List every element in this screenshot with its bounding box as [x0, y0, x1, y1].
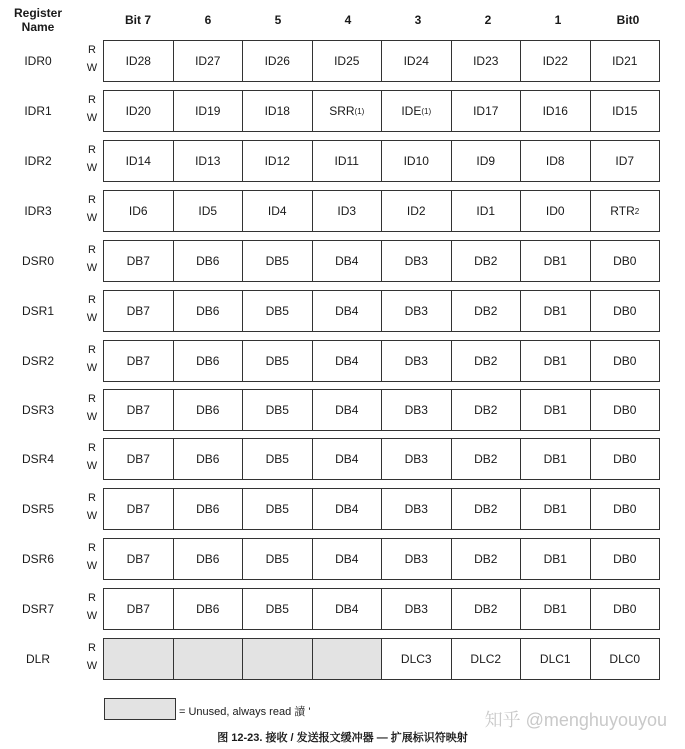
bit-label: DB6: [196, 552, 220, 566]
bit-label: DB1: [543, 552, 567, 566]
register-name: DSR2: [21, 354, 54, 368]
bit-cell: [104, 341, 174, 381]
bit-label: ID28: [125, 54, 151, 68]
bit-cell: [382, 341, 452, 381]
read-label: R: [88, 542, 96, 554]
bit-label: DB7: [126, 304, 150, 318]
bit-cell: [452, 291, 522, 331]
bit-cell: [104, 639, 174, 679]
bit-label: DB3: [404, 254, 428, 268]
bit-cell: [382, 141, 452, 181]
read-label: R: [88, 393, 96, 405]
bit-label: DB6: [196, 502, 220, 516]
bit-cell: [313, 341, 383, 381]
bit-cell: [591, 91, 661, 131]
register-row: [0, 488, 685, 538]
bit-label: ID1: [476, 204, 496, 218]
bit-cell: [104, 390, 174, 430]
bit-cell: [521, 439, 591, 479]
register-name: DSR7: [21, 602, 54, 616]
bit-cell: [174, 141, 244, 181]
bit-label: DB3: [404, 452, 428, 466]
bit-cells: [103, 190, 660, 232]
read-label: R: [88, 492, 96, 504]
read-label: R: [88, 442, 96, 454]
bit-cell: [591, 341, 661, 381]
bit-cell: [313, 589, 383, 629]
bit-cells: [103, 290, 660, 332]
bit-cell: [382, 639, 452, 679]
bit-label: DLC0: [609, 652, 641, 666]
read-label: R: [88, 144, 96, 156]
bit-label: DB2: [474, 304, 498, 318]
bit-cell: [174, 589, 244, 629]
bit-label: DB4: [335, 552, 359, 566]
bit-label: SRR: [329, 104, 355, 118]
bit-cell: [382, 539, 452, 579]
bit-label: DB3: [404, 502, 428, 516]
bit-label: DB0: [613, 452, 637, 466]
column-header: 6: [204, 13, 212, 27]
read-label: R: [88, 294, 96, 306]
bit-label: DB7: [126, 254, 150, 268]
bit-cell: [313, 141, 383, 181]
register-row: [0, 588, 685, 638]
bit-cell: [521, 291, 591, 331]
bit-cell: [243, 191, 313, 231]
unused-legend-swatch: [104, 698, 176, 720]
bit-cell: [104, 141, 174, 181]
bit-label: ID3: [337, 204, 357, 218]
bit-cells: [103, 389, 660, 431]
register-name: IDR0: [24, 54, 52, 68]
bit-label: DB0: [613, 254, 637, 268]
bit-label: DB4: [335, 452, 359, 466]
bit-cell: [521, 639, 591, 679]
bit-label: ID18: [264, 104, 290, 118]
bit-label: ID10: [403, 154, 429, 168]
read-label: R: [88, 592, 96, 604]
bit-cell: [452, 141, 522, 181]
bit-cell: [174, 390, 244, 430]
column-header: Bit 7: [124, 13, 151, 27]
bit-label: DB1: [543, 254, 567, 268]
bit-cell: [243, 241, 313, 281]
bit-cell: [591, 489, 661, 529]
column-header: 4: [344, 13, 352, 27]
bit-label: DB1: [543, 304, 567, 318]
bit-cell: [521, 91, 591, 131]
bit-cell: [174, 41, 244, 81]
bit-label: DB2: [474, 552, 498, 566]
bit-cell: [591, 241, 661, 281]
register-row: [0, 340, 685, 390]
bit-cell: [521, 241, 591, 281]
read-write-labels: [86, 41, 98, 77]
bit-cell: [313, 539, 383, 579]
bit-label: DB1: [543, 602, 567, 616]
read-label: R: [88, 44, 96, 56]
bit-label: DLC2: [470, 652, 502, 666]
bit-label: DB0: [613, 602, 637, 616]
bit-cell: [104, 291, 174, 331]
write-label: W: [86, 262, 98, 274]
bit-cell: [174, 341, 244, 381]
bit-cell: [452, 241, 522, 281]
register-row: [0, 90, 685, 140]
bit-label: ID0: [545, 204, 565, 218]
bit-label: ID8: [545, 154, 565, 168]
read-write-labels: [86, 439, 98, 475]
bit-cells: [103, 240, 660, 282]
bit-cell: [104, 41, 174, 81]
column-header: Bit0: [616, 13, 640, 27]
bit-label: DB5: [265, 552, 289, 566]
bit-cells: [103, 488, 660, 530]
bit-cells: [103, 538, 660, 580]
bit-label: ID13: [195, 154, 221, 168]
write-label: W: [86, 660, 98, 672]
bit-label: DB5: [265, 502, 289, 516]
read-label: R: [88, 94, 96, 106]
bit-cell: [174, 439, 244, 479]
bit-cell: [452, 91, 522, 131]
footnote-marker: (1): [421, 106, 432, 116]
bit-cell: [591, 539, 661, 579]
bit-label: DB5: [265, 602, 289, 616]
register-name-header: Register Name: [13, 6, 63, 34]
register-name: DSR0: [21, 254, 54, 268]
bit-label: IDE: [401, 104, 422, 118]
bit-cells: [103, 40, 660, 82]
bit-label: DB5: [265, 354, 289, 368]
bit-label: DB3: [404, 552, 428, 566]
read-write-labels: [86, 191, 98, 227]
bit-cell: [452, 539, 522, 579]
bit-cell: [452, 489, 522, 529]
read-write-labels: [86, 341, 98, 377]
write-label: W: [86, 312, 98, 324]
bit-cell: [521, 489, 591, 529]
watermark: 知乎 @menghuyouyou: [484, 710, 667, 730]
column-header: 3: [414, 13, 422, 27]
bit-cell: [382, 589, 452, 629]
bit-cell: [104, 539, 174, 579]
write-label: W: [86, 560, 98, 572]
bit-label: DB7: [126, 502, 150, 516]
bit-label: RTR: [610, 204, 635, 218]
bit-cell: [174, 241, 244, 281]
bit-label: DB4: [335, 304, 359, 318]
read-label: R: [88, 642, 96, 654]
bit-label: DB3: [404, 602, 428, 616]
bit-cells: [103, 438, 660, 480]
bit-label: ID21: [612, 54, 638, 68]
bit-cell: [243, 390, 313, 430]
figure-caption: 图 12-23. 接收 / 发送报文缓冲器 — 扩展标识符映射: [217, 732, 468, 744]
bit-cell: [104, 241, 174, 281]
bit-cells: [103, 638, 660, 680]
write-label: W: [86, 112, 98, 124]
bit-cell: [382, 191, 452, 231]
bit-label: DB7: [126, 403, 150, 417]
read-label: R: [88, 194, 96, 206]
bit-cell: [382, 390, 452, 430]
bit-label: DB3: [404, 304, 428, 318]
bit-label: ID11: [334, 154, 359, 168]
bit-label: ID14: [125, 154, 151, 168]
bit-label: DB6: [196, 602, 220, 616]
bit-label: ID16: [542, 104, 568, 118]
read-write-labels: [86, 539, 98, 575]
register-name: DSR4: [21, 452, 54, 466]
bit-cell: [174, 191, 244, 231]
register-name: DSR1: [21, 304, 54, 318]
bit-label: ID17: [473, 104, 499, 118]
register-row: [0, 538, 685, 588]
bit-label: ID7: [615, 154, 635, 168]
read-label: R: [88, 344, 96, 356]
bit-label: ID22: [542, 54, 568, 68]
footnote-marker: 2: [634, 206, 640, 216]
bit-cell: [104, 91, 174, 131]
bit-cell: [591, 291, 661, 331]
footnote-marker: (1): [354, 106, 365, 116]
bit-label: DB6: [196, 304, 220, 318]
bit-cell: [174, 91, 244, 131]
read-write-labels: [86, 639, 98, 675]
write-label: W: [86, 610, 98, 622]
bit-label: DB6: [196, 354, 220, 368]
bit-label: ID15: [612, 104, 638, 118]
bit-cell: [313, 489, 383, 529]
bit-cell: [591, 589, 661, 629]
read-write-labels: [86, 390, 98, 426]
bit-cell: [521, 341, 591, 381]
bit-label: DB4: [335, 502, 359, 516]
bit-label: DB7: [126, 452, 150, 466]
bit-label: DB5: [265, 452, 289, 466]
bit-cell: [243, 539, 313, 579]
bit-cell: [104, 489, 174, 529]
bit-label: DB5: [265, 254, 289, 268]
register-row: [0, 389, 685, 439]
bit-cell: [104, 589, 174, 629]
bit-cell: [452, 341, 522, 381]
write-label: W: [86, 460, 98, 472]
bit-label: DB2: [474, 502, 498, 516]
bit-label: ID27: [195, 54, 221, 68]
unused-legend-text: = Unused, always read 讀 ': [179, 706, 311, 718]
register-name: DSR3: [21, 403, 54, 417]
bit-label: DB0: [613, 304, 637, 318]
bit-cell: [591, 390, 661, 430]
bit-cell: [313, 191, 383, 231]
read-write-labels: [86, 489, 98, 525]
bit-cell: [382, 241, 452, 281]
bit-label: DLC3: [400, 652, 432, 666]
bit-cell: [521, 41, 591, 81]
bit-cell: [521, 539, 591, 579]
write-label: W: [86, 62, 98, 74]
bit-cell: [521, 589, 591, 629]
bit-cells: [103, 588, 660, 630]
bit-label: DB1: [543, 354, 567, 368]
bit-label: ID24: [403, 54, 429, 68]
bit-cell: [313, 241, 383, 281]
bit-cell: [313, 291, 383, 331]
bit-cell: [452, 639, 522, 679]
register-row: [0, 190, 685, 240]
bit-cell: [104, 439, 174, 479]
bit-label: DB2: [474, 354, 498, 368]
bit-cell: [243, 141, 313, 181]
bit-label: DB1: [543, 452, 567, 466]
bit-cell: [243, 589, 313, 629]
bit-cell: [243, 291, 313, 331]
bit-cell: [521, 141, 591, 181]
register-row: [0, 290, 685, 340]
register-name: IDR3: [24, 204, 52, 218]
read-write-labels: [86, 91, 98, 127]
bit-cell: [313, 439, 383, 479]
bit-cell: [382, 91, 452, 131]
bit-label: DB2: [474, 452, 498, 466]
register-row: [0, 40, 685, 90]
bit-label: DB4: [335, 254, 359, 268]
bit-cell: [174, 539, 244, 579]
bit-cell: [313, 639, 383, 679]
bit-cell: [313, 41, 383, 81]
bit-label: DB4: [335, 354, 359, 368]
bit-label: DB0: [613, 354, 637, 368]
bit-label: DLC1: [539, 652, 571, 666]
bit-cell: [174, 489, 244, 529]
bit-cell: [452, 191, 522, 231]
bit-label: ID6: [128, 204, 148, 218]
bit-cell: [382, 489, 452, 529]
bit-cell: [243, 489, 313, 529]
bit-label: DB2: [474, 403, 498, 417]
bit-label: DB3: [404, 403, 428, 417]
write-label: W: [86, 362, 98, 374]
register-row: [0, 638, 685, 688]
register-name: DLR: [25, 652, 50, 666]
bit-label: DB5: [265, 304, 289, 318]
bit-label: ID9: [476, 154, 496, 168]
bit-cell: [313, 390, 383, 430]
bit-cells: [103, 340, 660, 382]
bit-label: DB6: [196, 452, 220, 466]
read-write-labels: [86, 241, 98, 277]
bit-label: DB0: [613, 552, 637, 566]
bit-label: DB1: [543, 502, 567, 516]
bit-cell: [382, 41, 452, 81]
column-header: 2: [484, 13, 492, 27]
bit-label: ID12: [264, 154, 290, 168]
bit-cell: [452, 390, 522, 430]
bit-label: ID4: [267, 204, 287, 218]
bit-cell: [591, 639, 661, 679]
read-write-labels: [86, 589, 98, 625]
write-label: W: [86, 411, 98, 423]
bit-label: DB5: [265, 403, 289, 417]
bit-cell: [243, 341, 313, 381]
bit-cell: [174, 291, 244, 331]
bit-label: DB7: [126, 354, 150, 368]
bit-label: ID20: [125, 104, 151, 118]
read-write-labels: [86, 291, 98, 327]
bit-cells: [103, 140, 660, 182]
bit-cell: [591, 439, 661, 479]
bit-label: DB7: [126, 552, 150, 566]
read-label: R: [88, 244, 96, 256]
bit-cell: [521, 191, 591, 231]
bit-label: ID23: [473, 54, 499, 68]
bit-label: DB6: [196, 403, 220, 417]
bit-label: DB3: [404, 354, 428, 368]
column-header: 1: [554, 13, 562, 27]
register-name: DSR6: [21, 552, 54, 566]
bit-cell: [452, 439, 522, 479]
bit-cell: [243, 91, 313, 131]
bit-label: DB0: [613, 502, 637, 516]
bit-cell: [104, 191, 174, 231]
bit-cell: [382, 439, 452, 479]
bit-cell: [174, 639, 244, 679]
column-header: 5: [274, 13, 282, 27]
bit-label: ID2: [406, 204, 426, 218]
read-write-labels: [86, 141, 98, 177]
register-name: DSR5: [21, 502, 54, 516]
bit-cell: [382, 291, 452, 331]
bit-cell: [521, 390, 591, 430]
bit-label: ID19: [195, 104, 221, 118]
bit-cell: [313, 91, 383, 131]
bit-cell: [591, 141, 661, 181]
bit-cell: [591, 41, 661, 81]
bit-label: DB4: [335, 602, 359, 616]
bit-label: DB6: [196, 254, 220, 268]
bit-label: DB4: [335, 403, 359, 417]
bit-label: DB7: [126, 602, 150, 616]
write-label: W: [86, 510, 98, 522]
bit-cell: [243, 639, 313, 679]
register-name: IDR2: [24, 154, 52, 168]
register-row: [0, 240, 685, 290]
bit-label: DB2: [474, 602, 498, 616]
bit-label: ID26: [264, 54, 290, 68]
bit-label: ID5: [198, 204, 218, 218]
bit-cell: [243, 439, 313, 479]
bit-label: DB0: [613, 403, 637, 417]
register-name: IDR1: [24, 104, 52, 118]
bit-label: DB2: [474, 254, 498, 268]
bit-label: ID25: [334, 54, 360, 68]
register-row: [0, 438, 685, 488]
register-row: [0, 140, 685, 190]
bit-cells: [103, 90, 660, 132]
write-label: W: [86, 212, 98, 224]
bit-cell: [452, 41, 522, 81]
bit-cell: [591, 191, 661, 231]
write-label: W: [86, 162, 98, 174]
bit-cell: [243, 41, 313, 81]
bit-label: DB1: [543, 403, 567, 417]
bit-cell: [452, 589, 522, 629]
